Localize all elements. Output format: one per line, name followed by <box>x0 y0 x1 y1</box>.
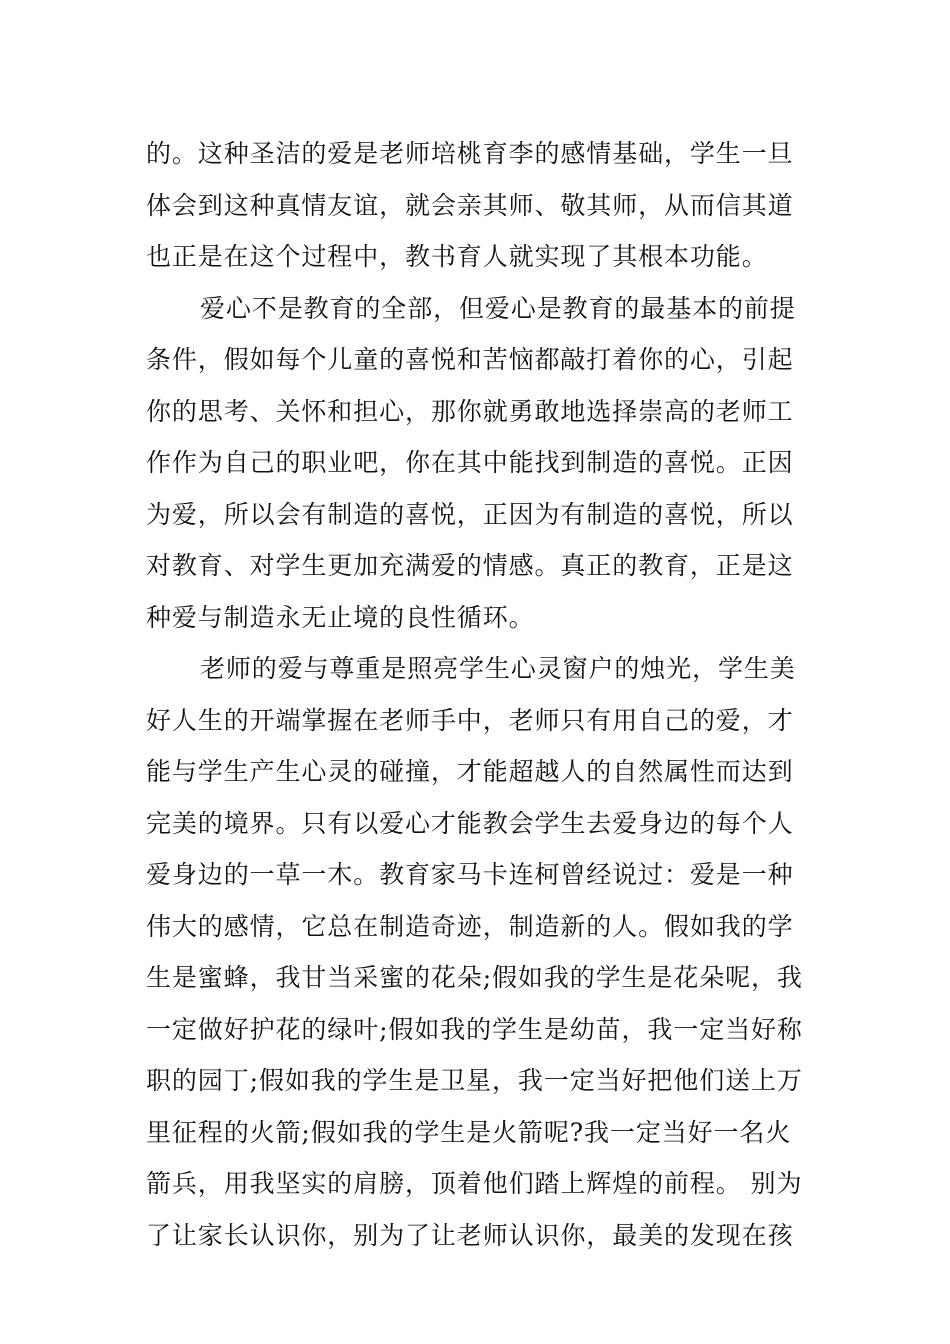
body-text <box>146 128 810 1261</box>
text-line: 生是蜜蜂，我甘当采蜜的花朵;假如我的学生是花朵呢，我 <box>146 963 803 992</box>
text-line: 职的园丁;假如我的学生是卫星，我一定当好把他们送上万 <box>146 1066 803 1095</box>
paragraph-start-line: 老师的爱与尊重是照亮学生心灵窗户的烛光，学生美 <box>200 654 796 683</box>
text-line: 完美的境界。只有以爱心才能教会学生去爱身边的每个人 <box>146 808 794 838</box>
text-line: 爱身边的一草一木。教育家马卡连柯曾经说过：爱是一种 <box>146 860 794 889</box>
text-line: 作作为自己的职业吧，你在其中能找到制造的喜悦。正因 <box>146 448 794 477</box>
text-line: 的。这种圣洁的爱是老师培桃育李的感情基础，学生一旦 <box>146 139 794 168</box>
text-line: 了让家长认识你，别为了让老师认识你，最美的发现在孩 <box>146 1220 794 1250</box>
text-line: 你的思考、关怀和担心，那你就勇敢地选择崇高的老师工 <box>146 396 794 426</box>
text-line: 也正是在这个过程中，教书育人就实现了其根本功能。 <box>146 242 768 271</box>
text-line: 箭兵，用我坚实的肩膀，顶着他们踏上辉煌的前程。 别为 <box>146 1169 803 1198</box>
paragraph-start-line: 爱心不是教育的全部，但爱心是教育的最基本的前提 <box>200 293 796 323</box>
text-line: 条件，假如每个儿童的喜悦和苦恼都敲打着你的心，引起 <box>146 345 794 374</box>
text-line: 种爱与制造永无止境的良性循环。 <box>146 602 535 632</box>
text-line: 伟大的感情，它总在制造奇迹，制造新的人。假如我的学 <box>146 911 794 941</box>
text-line: 能与学生产生心灵的碰撞，才能超越人的自然属性而达到 <box>146 757 794 786</box>
text-line: 一定做好护花的绿叶;假如我的学生是幼苗，我一定当好称 <box>146 1014 803 1044</box>
text-line: 对教育、对学生更加充满爱的情感。真正的教育，正是这 <box>146 551 794 580</box>
text-line: 里征程的火箭;假如我的学生是火箭呢?我一定当好一名火 <box>146 1117 792 1147</box>
text-line: 为爱，所以会有制造的喜悦，正因为有制造的喜悦，所以 <box>146 499 794 529</box>
text-line: 好人生的开端掌握在老师手中，老师只有用自己的爱，才 <box>146 705 794 735</box>
text-line: 体会到这种真情友谊，就会亲其师、敬其师，从而信其道 <box>146 190 794 220</box>
